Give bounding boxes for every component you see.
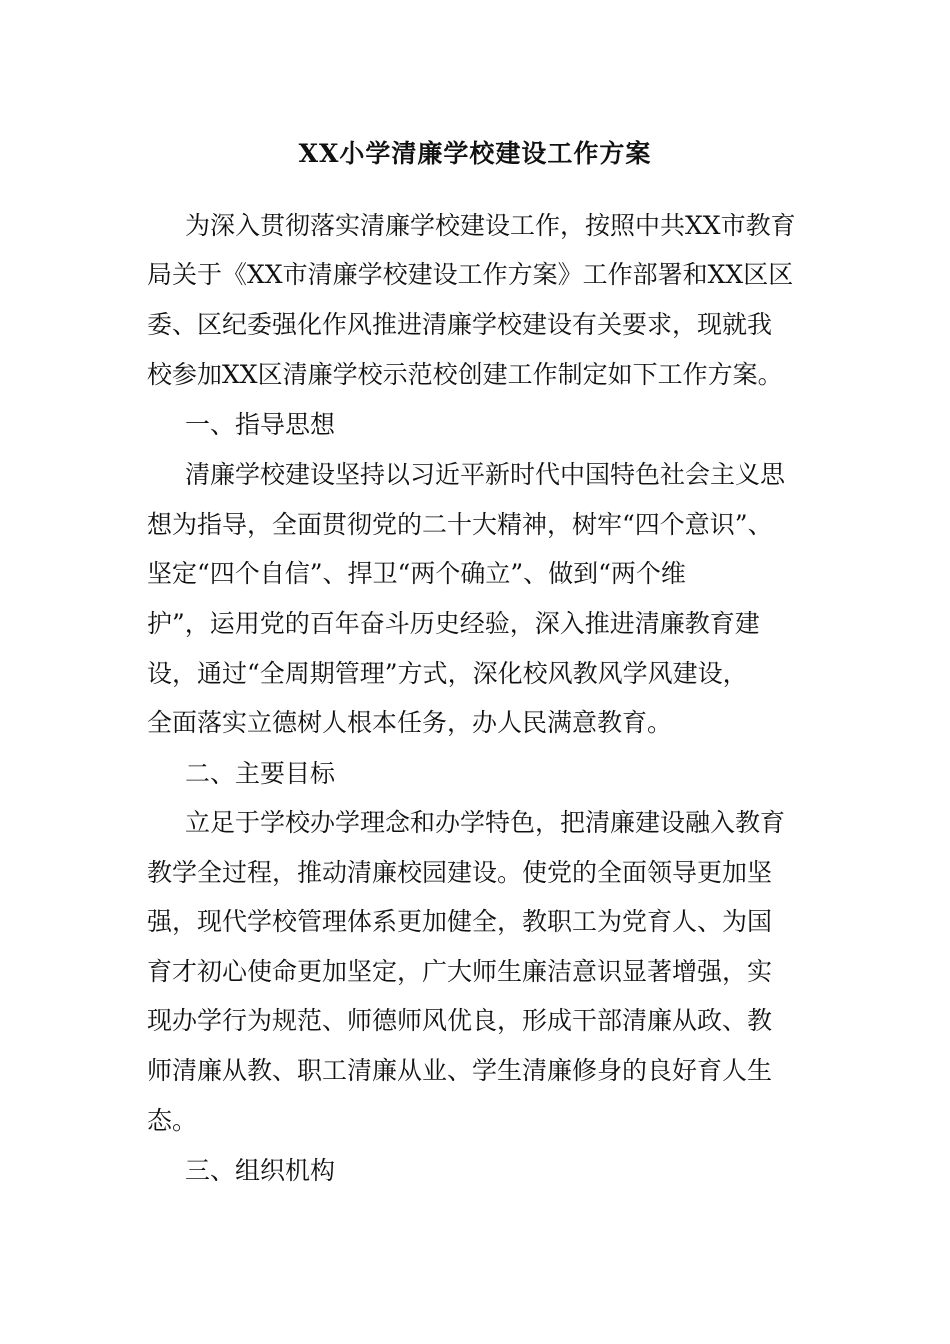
section-heading-main-goals: 二、主要目标 [185, 759, 336, 788]
paragraph-goals-line-6: 师清廉从教、职工清廉从业、学生清廉修身的良好育人生 [147, 1056, 773, 1085]
paragraph-guiding-line-2: 想为指导，全面贯彻党的二十大精神，树牢“四个意识”、 [147, 510, 773, 539]
paragraph-intro-line-4: 校参加XX区清廉学校示范校创建工作制定如下工作方案。 [147, 360, 783, 389]
paragraph-goals-line-3: 强，现代学校管理体系更加健全，教职工为党育人、为国 [147, 907, 773, 936]
paragraph-goals-line-1: 立足于学校办学理念和办学特色，把清廉建设融入教育 [185, 808, 786, 837]
paragraph-goals-line-4: 育才初心使命更加坚定，广大师生廉洁意识显著增强，实 [147, 957, 773, 986]
paragraph-goals-line-7: 态。 [147, 1106, 198, 1135]
paragraph-intro-line-1: 为深入贯彻落实清廉学校建设工作，按照中共XX市教育 [185, 211, 796, 240]
paragraph-intro-line-2: 局关于《XX市清廉学校建设工作方案》工作部署和XX区区 [147, 260, 794, 289]
section-heading-guiding-thought: 一、指导思想 [185, 410, 336, 439]
paragraph-intro-line-3: 委、区纪委强化作风推进清廉学校建设有关要求，现就我 [147, 310, 773, 339]
paragraph-guiding-line-5: 设，通过“全周期管理”方式，深化校风教风学风建设， [147, 659, 748, 688]
paragraph-guiding-line-6: 全面落实立德树人根本任务，办人民满意教育。 [147, 708, 673, 737]
section-heading-organization: 三、组织机构 [185, 1156, 336, 1185]
paragraph-guiding-line-1: 清廉学校建设坚持以习近平新时代中国特色社会主义思 [185, 460, 786, 489]
paragraph-guiding-line-4: 护”，运用党的百年奋斗历史经验，深入推进清廉教育建 [147, 609, 760, 638]
paragraph-goals-line-2: 教学全过程，推动清廉校园建设。使党的全面领导更加坚 [147, 858, 773, 887]
document-title: XX小学清廉学校建设工作方案 [298, 139, 652, 168]
paragraph-guiding-line-3: 坚定“四个自信”、捍卫“两个确立”、做到“两个维 [147, 559, 686, 588]
paragraph-goals-line-5: 现办学行为规范、师德师风优良，形成干部清廉从政、教 [147, 1006, 773, 1035]
